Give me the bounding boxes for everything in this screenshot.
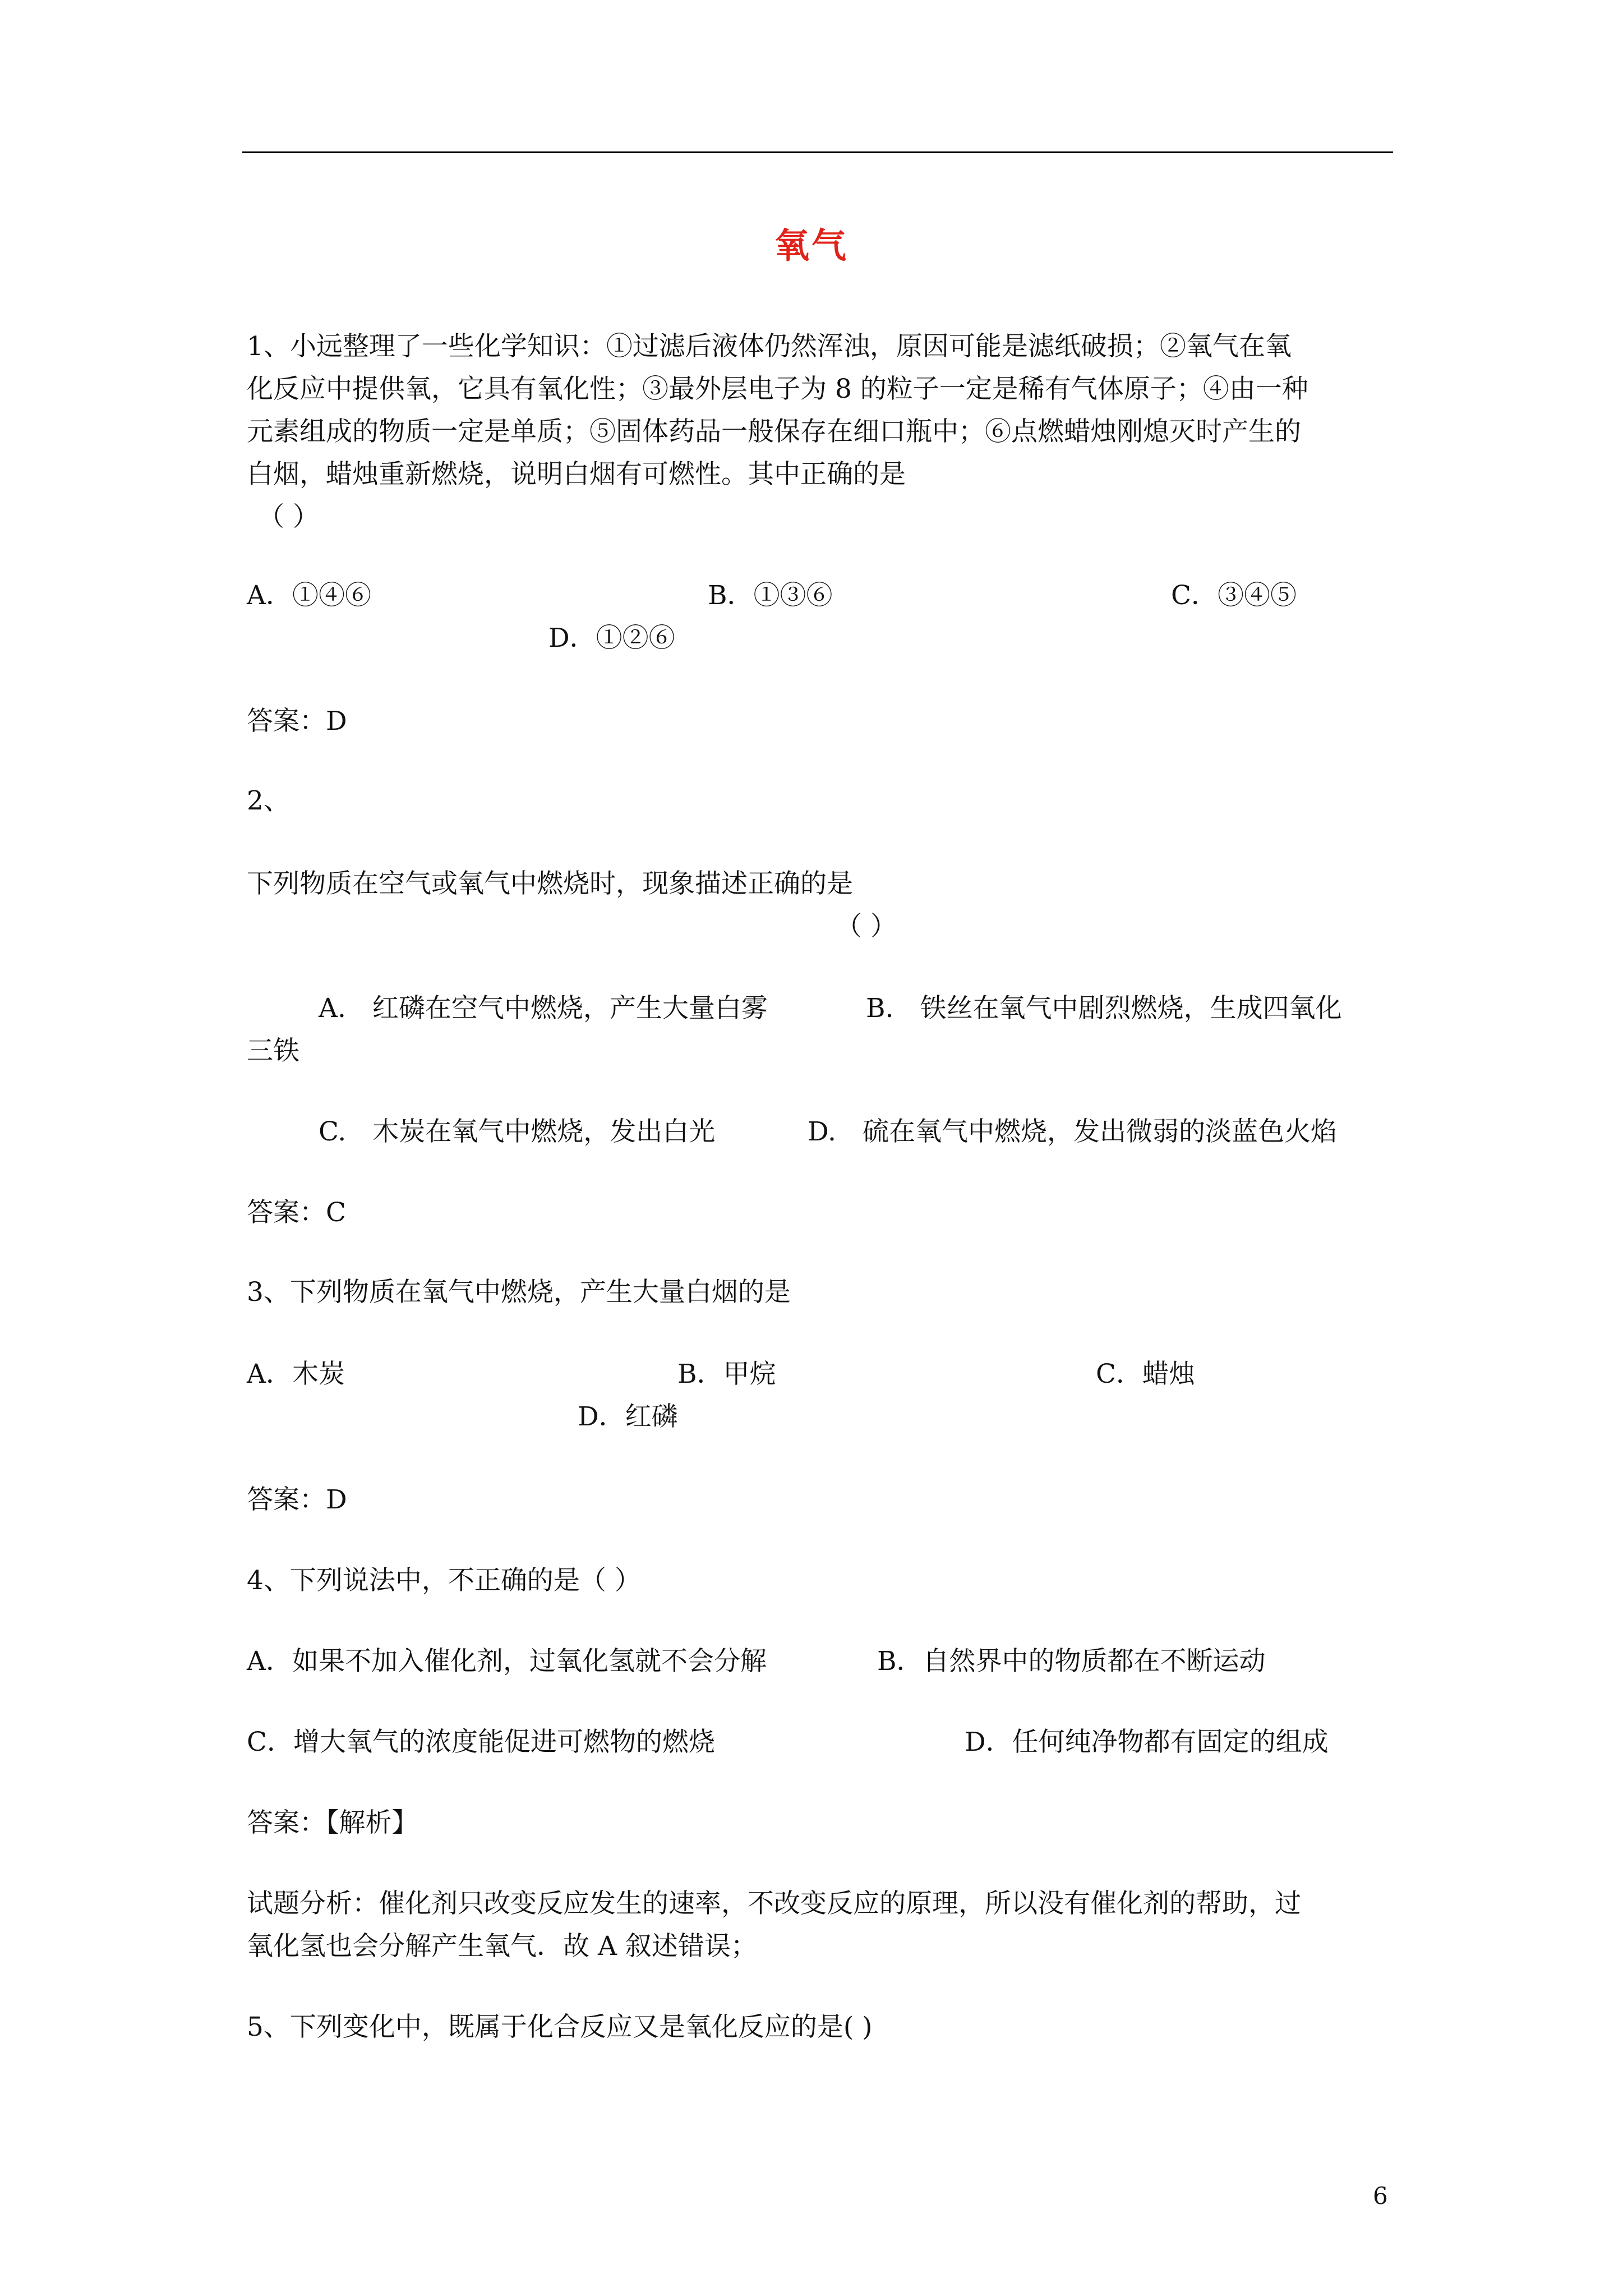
q3-stem: 3、下列物质在氧气中燃烧，产生大量白烟的是	[247, 1277, 791, 1308]
q1-answer: 答案：D	[247, 706, 347, 737]
q3-option-a: A．木炭	[247, 1359, 345, 1389]
q2-answer: 答案：C	[247, 1197, 346, 1228]
q2-option-b-cont: 三铁	[247, 1036, 299, 1066]
header-rule	[242, 151, 1393, 153]
q3-answer: 答案：D	[247, 1484, 347, 1515]
q2-bracket: （ ）	[836, 911, 897, 942]
page-title: 氧气	[774, 225, 849, 266]
q3-option-b: B．甲烷	[677, 1359, 776, 1389]
q4-option-a: A．如果不加入催化剂，过氧化氢就不会分解	[247, 1646, 767, 1677]
q2-number: 2、	[247, 785, 290, 816]
q3-option-c: C．蜡烛	[1096, 1359, 1195, 1389]
q4-analysis-line1: 试题分析：催化剂只改变反应发生的速率，不改变反应的原理，所以没有催化剂的帮助，过	[247, 1888, 1301, 1919]
q2-option-b: B. 铁丝在氧气中剧烈燃烧，生成四氧化	[866, 993, 1342, 1024]
q2-option-c: C. 木炭在氧气中燃烧，发出白光	[319, 1116, 716, 1147]
q1-line2: 化反应中提供氧，它具有氧化性；③最外层电子为 8 的粒子一定是稀有气体原子；④由一种	[247, 374, 1308, 404]
q1-option-b: B．①③⑥	[708, 580, 833, 611]
q2-option-d: D. 硫在氧气中燃烧，发出微弱的淡蓝色火焰	[808, 1116, 1337, 1147]
q1-line1: 1、小远整理了一些化学知识：①过滤后液体仍然浑浊，原因可能是滤纸破损；②氧气在氧	[247, 331, 1292, 362]
q4-stem: 4、下列说法中，不正确的是（ ）	[247, 1565, 641, 1596]
q1-line4: 白烟，蜡烛重新燃烧，说明白烟有可燃性。其中正确的是	[247, 459, 906, 490]
q1-line3: 元素组成的物质一定是单质；⑤固体药品一般保存在细口瓶中；⑥点燃蜡烛刚熄灭时产生的	[247, 416, 1301, 447]
q1-option-c: C．③④⑤	[1171, 580, 1297, 611]
q4-option-c: C．增大氧气的浓度能促进可燃物的燃烧	[247, 1727, 715, 1757]
q2-option-a: A. 红磷在空气中燃烧，产生大量白雾	[319, 993, 768, 1024]
q3-option-d: D．红磷	[578, 1401, 678, 1432]
q2-stem: 下列物质在空气或氧气中燃烧时，现象描述正确的是	[247, 868, 853, 899]
q5-stem: 5、下列变化中，既属于化合反应又是氧化反应的是( )	[247, 2012, 873, 2042]
page-number: 6	[1373, 2182, 1388, 2210]
q1-option-d: D．①②⑥	[548, 623, 675, 654]
q4-option-d: D．任何纯净物都有固定的组成	[965, 1727, 1329, 1757]
q1-option-a: A．①④⑥	[247, 580, 371, 611]
q4-option-b: B．自然界中的物质都在不断运动	[877, 1646, 1266, 1677]
q1-bracket: （ ）	[258, 501, 319, 532]
q4-answer: 答案：【解析】	[247, 1807, 418, 1838]
q4-analysis-line2: 氧化氢也会分解产生氧气．故 A 叙述错误；	[247, 1931, 757, 1962]
